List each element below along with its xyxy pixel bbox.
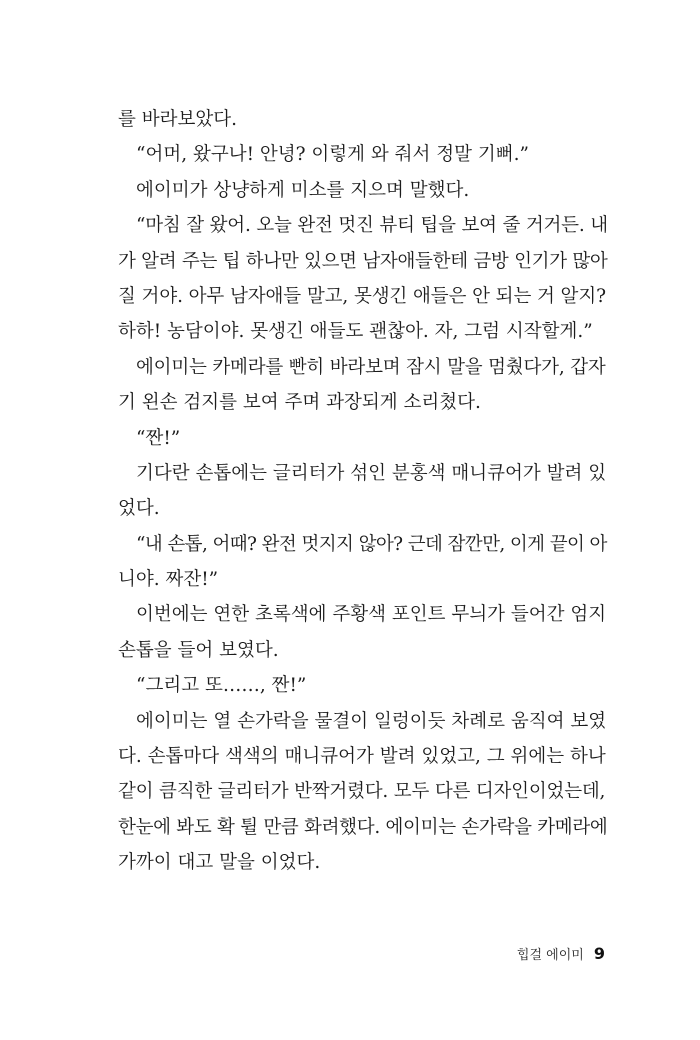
- text-line: “그리고 또……, 짠!”: [136, 675, 307, 697]
- text-line: 한눈에 봐도 확 튈 만큼 화려했다. 에이미는 손가락을 카메라에: [118, 816, 608, 838]
- text-line: 같이 큼직한 글리터가 반짝거렸다. 모두 다른 디자인이었는데,: [118, 781, 606, 803]
- body-text: [118, 102, 608, 881]
- text-line: “짠!”: [136, 427, 181, 449]
- text-line: 가 알려 주는 팁 하나만 있으면 남자애들한테 금방 인기가 많아: [118, 250, 608, 272]
- text-line: 었다.: [118, 498, 160, 520]
- running-title: 힙걸 에이미: [516, 948, 584, 963]
- text-line: “어머, 왔구나! 안녕? 이렇게 와 줘서 정말 기뻐.”: [136, 144, 530, 166]
- text-line: 에이미는 카메라를 빤히 바라보며 잠시 말을 멈췄다가, 갑자: [136, 356, 606, 378]
- text-line: 에이미가 상냥하게 미소를 지으며 말했다.: [136, 179, 470, 201]
- text-line: 하하! 농담이야. 못생긴 애들도 괜찮아. 자, 그럼 시작할게.”: [118, 321, 593, 343]
- text-line: 에이미는 열 손가락을 물결이 일렁이듯 차례로 움직여 보였: [136, 710, 607, 732]
- text-line: 다. 손톱마다 색색의 매니큐어가 발려 있었고, 그 위에는 하나: [118, 746, 606, 768]
- text-line: 가까이 대고 말을 이었다.: [118, 852, 321, 874]
- text-line: “내 손톱, 어때? 완전 멋지지 않아? 근데 잠깐만, 이게 끝이 아: [136, 533, 607, 555]
- text-line: 손톱을 들어 보였다.: [118, 639, 279, 661]
- text-line: 기 왼손 검지를 보여 주며 과장되게 소리쳤다.: [118, 392, 481, 414]
- text-line: 이번에는 연한 초록색에 주황색 포인트 무늬가 들어간 엄지: [136, 604, 607, 626]
- text-line: 질 거야. 아무 남자애들 말고, 못생긴 애들은 안 되는 거 알지?: [118, 285, 606, 307]
- text-line: 를 바라보았다.: [118, 109, 237, 130]
- page-number: 9: [593, 944, 605, 963]
- page-footer: [517, 944, 605, 968]
- text-line: 니야. 짜잔!”: [118, 569, 219, 591]
- text-line: 기다란 손톱에는 글리터가 섞인 분홍색 매니큐어가 발려 있: [136, 462, 607, 484]
- text-line: “마침 잘 왔어. 오늘 완전 멋진 뷰티 팁을 보여 줄 거거든. 내: [136, 215, 608, 237]
